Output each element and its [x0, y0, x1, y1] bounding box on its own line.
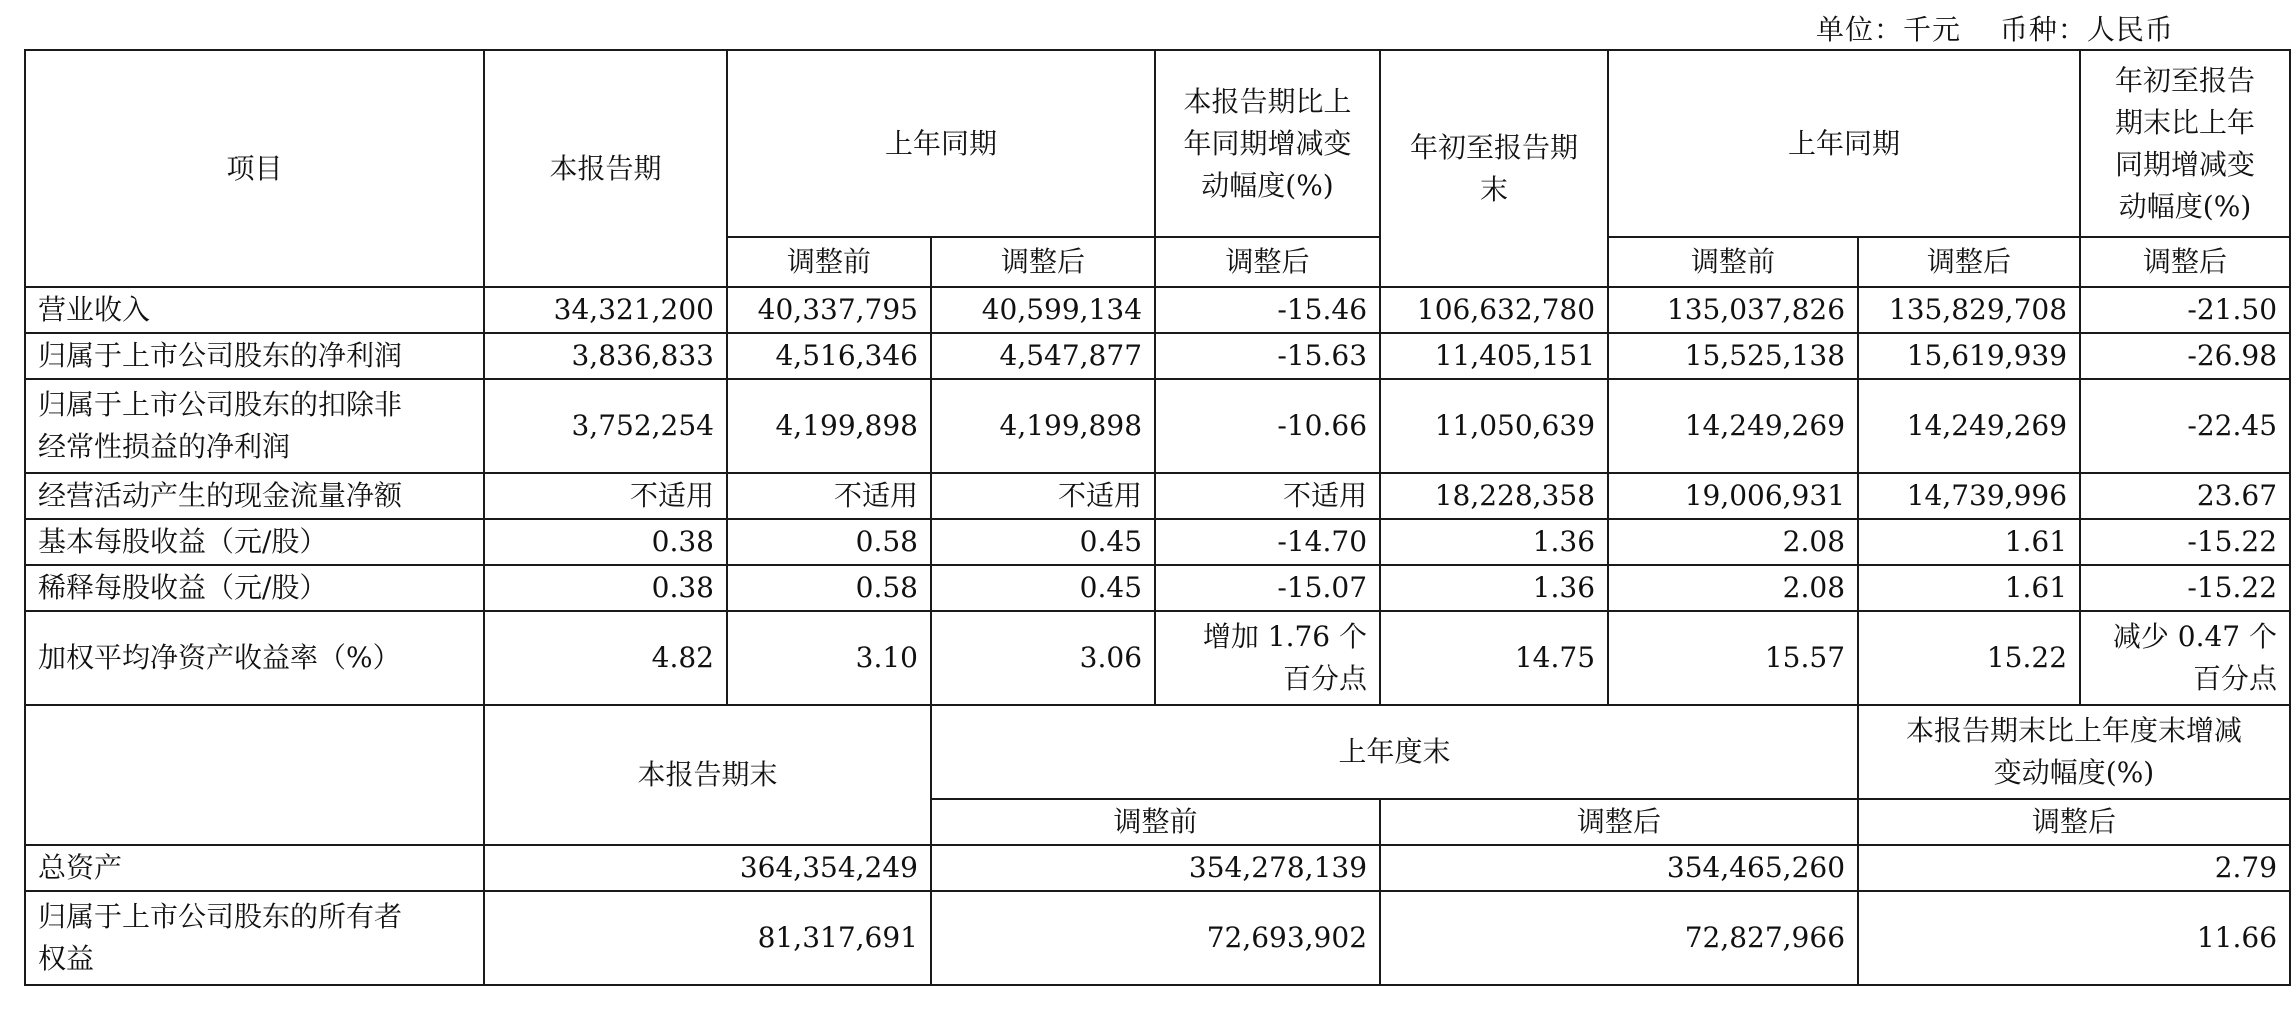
subheader-before-adjust: 调整前 [931, 799, 1380, 845]
table-cell: 354,278,139 [931, 845, 1380, 891]
header-last-year-end: 上年度末 [931, 705, 1858, 799]
table-cell: 4,516,346 [727, 333, 931, 379]
table-cell: 3,752,254 [484, 379, 727, 473]
balance-header-blank [25, 705, 484, 845]
table-cell: 不适用 [1155, 473, 1380, 519]
header-ytd-change-pct: 年初至报告 期末比上年 同期增减变 动幅度(%) [2080, 50, 2290, 237]
table-cell: 19,006,931 [1608, 473, 1858, 519]
row-label: 基本每股收益（元/股） [25, 519, 484, 565]
table-cell: 135,037,826 [1608, 287, 1858, 333]
table-cell: 2.08 [1608, 565, 1858, 611]
subheader-after-adjust: 调整后 [2080, 237, 2290, 287]
table-cell: 4,199,898 [931, 379, 1155, 473]
table-cell: 14,249,269 [1858, 379, 2080, 473]
header-period-change-pct: 本报告期比上 年同期增减变 动幅度(%) [1155, 50, 1380, 237]
table-cell: 1.61 [1858, 565, 2080, 611]
table-row [25, 287, 2290, 333]
table-cell: 0.45 [931, 565, 1155, 611]
table-row [25, 891, 2290, 985]
table-cell: 1.61 [1858, 519, 2080, 565]
table-cell: 0.45 [931, 519, 1155, 565]
header-ytd: 年初至报告期 末 [1380, 50, 1608, 287]
table-cell: 不适用 [931, 473, 1155, 519]
table-cell: 15,525,138 [1608, 333, 1858, 379]
table-cell: 15.22 [1858, 611, 2080, 705]
row-label: 加权平均净资产收益率（%） [25, 611, 484, 705]
table-cell: 4.82 [484, 611, 727, 705]
table-cell: 3,836,833 [484, 333, 727, 379]
table-cell: 11,050,639 [1380, 379, 1608, 473]
table-cell: 364,354,249 [484, 845, 931, 891]
table-row [25, 611, 2290, 705]
table-cell: 14,249,269 [1608, 379, 1858, 473]
row-label: 经营活动产生的现金流量净额 [25, 473, 484, 519]
subheader-after-adjust: 调整后 [1155, 237, 1380, 287]
header-item: 项目 [25, 50, 484, 287]
table-row [25, 845, 2290, 891]
row-label: 归属于上市公司股东的扣除非 经常性损益的净利润 [25, 379, 484, 473]
table-row [25, 333, 2290, 379]
table-row [25, 519, 2290, 565]
table-cell: 减少 0.47 个 百分点 [2080, 611, 2290, 705]
table-cell: 72,693,902 [931, 891, 1380, 985]
table-cell: -14.70 [1155, 519, 1380, 565]
table-cell: 0.38 [484, 565, 727, 611]
table-cell: 11,405,151 [1380, 333, 1608, 379]
table-cell: 3.06 [931, 611, 1155, 705]
table-cell: 72,827,966 [1380, 891, 1858, 985]
financial-data-table [24, 49, 2291, 986]
table-cell: 15,619,939 [1858, 333, 2080, 379]
table-cell: -22.45 [2080, 379, 2290, 473]
subheader-after-adjust: 调整后 [1858, 799, 2290, 845]
subheader-after-adjust: 调整后 [1858, 237, 2080, 287]
row-label: 总资产 [25, 845, 484, 891]
table-cell: -15.46 [1155, 287, 1380, 333]
table-cell: -15.63 [1155, 333, 1380, 379]
table-cell: -15.07 [1155, 565, 1380, 611]
table-cell: 18,228,358 [1380, 473, 1608, 519]
row-label: 归属于上市公司股东的净利润 [25, 333, 484, 379]
table-cell: 0.58 [727, 565, 931, 611]
header-same-period-last-year: 上年同期 [727, 50, 1155, 237]
table-cell: 不适用 [484, 473, 727, 519]
table-cell: 1.36 [1380, 565, 1608, 611]
table-cell: 40,337,795 [727, 287, 931, 333]
header-balance-change-pct: 本报告期末比上年度末增减 变动幅度(%) [1858, 705, 2290, 799]
table-row [25, 379, 2290, 473]
table-cell: 14,739,996 [1858, 473, 2080, 519]
header-period-end: 本报告期末 [484, 705, 931, 845]
unit-currency-note: 单位：千元 币种：人民币 [1816, 13, 2174, 46]
subheader-after-adjust: 调整后 [1380, 799, 1858, 845]
subheader-after-adjust: 调整后 [931, 237, 1155, 287]
table-cell: -26.98 [2080, 333, 2290, 379]
table-cell: 11.66 [1858, 891, 2290, 985]
header-same-period-last-year-ytd: 上年同期 [1608, 50, 2080, 237]
table-cell: 23.67 [2080, 473, 2290, 519]
subheader-before-adjust: 调整前 [1608, 237, 1858, 287]
table-row [25, 473, 2290, 519]
table-cell: 4,199,898 [727, 379, 931, 473]
table-cell: 不适用 [727, 473, 931, 519]
table-cell: 40,599,134 [931, 287, 1155, 333]
table-cell: -15.22 [2080, 565, 2290, 611]
table-cell: 1.36 [1380, 519, 1608, 565]
table-cell: 0.38 [484, 519, 727, 565]
table-cell: 3.10 [727, 611, 931, 705]
table-cell: 14.75 [1380, 611, 1608, 705]
table-cell: -10.66 [1155, 379, 1380, 473]
table-cell: 135,829,708 [1858, 287, 2080, 333]
table-row [25, 565, 2290, 611]
table-cell: 2.08 [1608, 519, 1858, 565]
table-cell: 15.57 [1608, 611, 1858, 705]
table-cell: -15.22 [2080, 519, 2290, 565]
table-cell: 增加 1.76 个 百分点 [1155, 611, 1380, 705]
row-label: 营业收入 [25, 287, 484, 333]
table-cell: 4,547,877 [931, 333, 1155, 379]
table-cell: 354,465,260 [1380, 845, 1858, 891]
header-current-period: 本报告期 [484, 50, 727, 287]
table-cell: 106,632,780 [1380, 287, 1608, 333]
row-label: 归属于上市公司股东的所有者 权益 [25, 891, 484, 985]
row-label: 稀释每股收益（元/股） [25, 565, 484, 611]
subheader-before-adjust: 调整前 [727, 237, 931, 287]
table-cell: 2.79 [1858, 845, 2290, 891]
table-cell: -21.50 [2080, 287, 2290, 333]
table-cell: 81,317,691 [484, 891, 931, 985]
table-cell: 34,321,200 [484, 287, 727, 333]
table-cell: 0.58 [727, 519, 931, 565]
